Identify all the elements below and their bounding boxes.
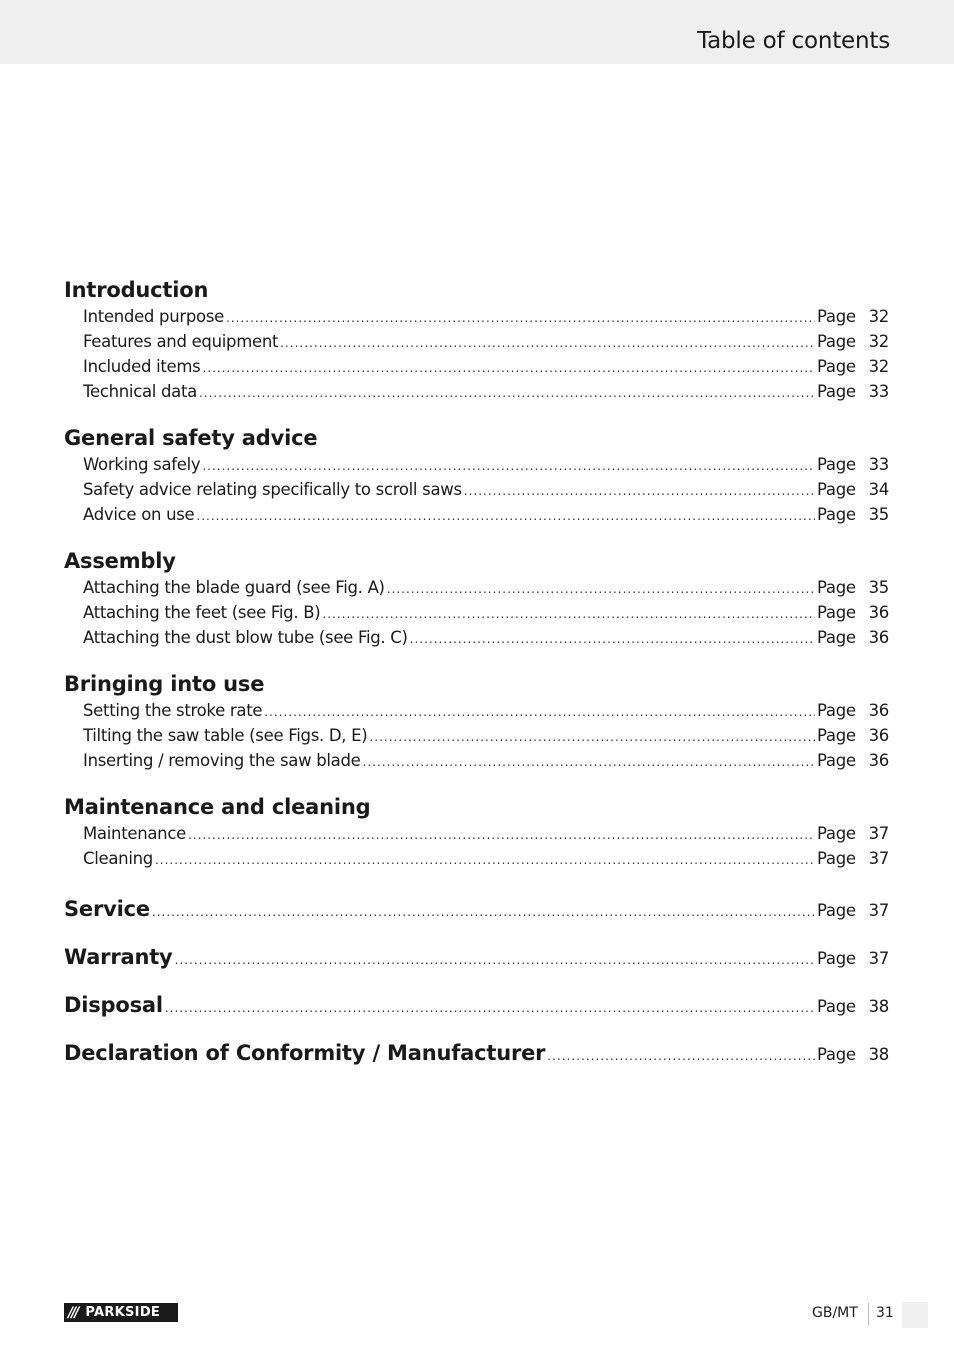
toc-main-entry[interactable] bbox=[64, 895, 889, 923]
dot-leader bbox=[547, 1042, 815, 1070]
entry-label: Working safely bbox=[83, 455, 201, 474]
entry-page-ref: Page 32 bbox=[817, 307, 889, 326]
toc-entry[interactable] bbox=[64, 354, 889, 379]
toc-entry[interactable] bbox=[64, 821, 889, 846]
entry-page-ref: Page 34 bbox=[817, 480, 889, 499]
entry-label: Attaching the blade guard (see Fig. A) bbox=[83, 578, 385, 597]
parkside-logo bbox=[64, 1303, 178, 1322]
toc-main-entry-declaration bbox=[64, 1039, 889, 1067]
entry-page-ref: Page 35 bbox=[817, 505, 889, 524]
entry-label: Setting the stroke rate bbox=[83, 701, 263, 720]
main-entry-label: Declaration of Conformity / Manufacturer bbox=[64, 1041, 546, 1065]
toc-entry[interactable] bbox=[64, 477, 889, 502]
entry-page-ref: Page 36 bbox=[817, 628, 889, 647]
toc-entry[interactable] bbox=[64, 452, 889, 477]
toc-main-entry[interactable] bbox=[64, 1039, 889, 1067]
toc-entry[interactable] bbox=[64, 723, 889, 748]
toc-entry[interactable] bbox=[64, 304, 889, 329]
dot-leader bbox=[196, 504, 815, 529]
toc-main-entry-warranty bbox=[64, 943, 889, 971]
entry-label: Attaching the feet (see Fig. B) bbox=[83, 603, 321, 622]
section-heading: Maintenance and cleaning bbox=[64, 795, 371, 819]
dot-leader bbox=[322, 602, 815, 627]
entry-label: Safety advice relating specifically to scroll saws bbox=[83, 480, 462, 499]
dot-leader bbox=[410, 627, 815, 652]
entry-page-ref: Page 36 bbox=[817, 701, 889, 720]
toc-section-maintenance-and-cleaning bbox=[64, 793, 889, 871]
entry-label: Included items bbox=[83, 357, 201, 376]
dot-leader bbox=[264, 700, 815, 725]
dot-leader bbox=[188, 823, 815, 848]
toc-entry[interactable] bbox=[64, 698, 889, 723]
entry-label: Cleaning bbox=[83, 849, 153, 868]
dot-leader bbox=[226, 306, 815, 331]
entry-label: Intended purpose bbox=[83, 307, 224, 326]
dot-leader bbox=[165, 994, 815, 1022]
dot-leader bbox=[202, 356, 815, 381]
entry-page-ref: Page 33 bbox=[817, 382, 889, 401]
entry-page-ref: Page 32 bbox=[817, 332, 889, 351]
toc-entry[interactable] bbox=[64, 575, 889, 600]
section-heading: General safety advice bbox=[64, 426, 318, 450]
dot-leader bbox=[280, 331, 815, 356]
toc-main-entry[interactable] bbox=[64, 943, 889, 971]
entry-label: Maintenance bbox=[83, 824, 186, 843]
toc-main-entry-disposal bbox=[64, 991, 889, 1019]
page-title: Table of contents bbox=[697, 28, 890, 54]
toc-entry[interactable] bbox=[64, 502, 889, 527]
toc-entry[interactable] bbox=[64, 625, 889, 650]
dot-leader bbox=[464, 479, 815, 504]
section-heading: Introduction bbox=[64, 278, 209, 302]
entry-page-ref: Page 37 bbox=[817, 901, 889, 920]
entry-page-ref: Page 33 bbox=[817, 455, 889, 474]
toc-main-entry[interactable] bbox=[64, 991, 889, 1019]
entry-page-ref: Page 36 bbox=[817, 751, 889, 770]
main-entry-label: Disposal bbox=[64, 993, 163, 1017]
toc-entry[interactable] bbox=[64, 748, 889, 773]
toc-entry[interactable] bbox=[64, 329, 889, 354]
dot-leader bbox=[175, 946, 815, 974]
toc-entry[interactable] bbox=[64, 600, 889, 625]
footer-tab-marker bbox=[902, 1302, 928, 1328]
toc-section-assembly bbox=[64, 547, 889, 650]
entry-label: Tilting the saw table (see Figs. D, E) bbox=[83, 726, 368, 745]
dot-leader bbox=[387, 577, 815, 602]
entry-page-ref: Page 38 bbox=[817, 1045, 889, 1064]
entry-page-ref: Page 32 bbox=[817, 357, 889, 376]
entry-page-ref: Page 37 bbox=[817, 849, 889, 868]
entry-page-ref: Page 37 bbox=[817, 824, 889, 843]
entry-page-ref: Page 36 bbox=[817, 726, 889, 745]
main-entry-label: Service bbox=[64, 897, 150, 921]
table-of-contents bbox=[64, 276, 889, 1067]
dot-leader bbox=[363, 750, 815, 775]
section-heading: Bringing into use bbox=[64, 672, 265, 696]
footer-page-number: 31 bbox=[876, 1305, 894, 1321]
logo-brand: PARKSIDE bbox=[85, 1305, 161, 1320]
toc-entry[interactable] bbox=[64, 379, 889, 404]
footer-language-code: GB/MT bbox=[812, 1305, 858, 1321]
toc-section-bringing-into-use bbox=[64, 670, 889, 773]
dot-leader bbox=[369, 725, 815, 750]
toc-entry[interactable] bbox=[64, 846, 889, 871]
dot-leader bbox=[155, 848, 815, 873]
entry-label: Features and equipment bbox=[83, 332, 279, 351]
footer-divider bbox=[868, 1303, 869, 1325]
main-entry-label: Warranty bbox=[64, 945, 173, 969]
dot-leader bbox=[202, 454, 815, 479]
entry-label: Inserting / removing the saw blade bbox=[83, 751, 361, 770]
dot-leader bbox=[199, 381, 815, 406]
entry-page-ref: Page 35 bbox=[817, 578, 889, 597]
logo-slashes: /// bbox=[68, 1304, 78, 1321]
entry-label: Advice on use bbox=[83, 505, 195, 524]
entry-label: Attaching the dust blow tube (see Fig. C) bbox=[83, 628, 408, 647]
dot-leader bbox=[152, 898, 815, 926]
toc-section-introduction bbox=[64, 276, 889, 404]
section-heading: Assembly bbox=[64, 549, 176, 573]
entry-page-ref: Page 36 bbox=[817, 603, 889, 622]
toc-section-general-safety-advice bbox=[64, 424, 889, 527]
entry-page-ref: Page 37 bbox=[817, 949, 889, 968]
entry-page-ref: Page 38 bbox=[817, 997, 889, 1016]
toc-main-entry-service bbox=[64, 895, 889, 923]
entry-label: Technical data bbox=[83, 382, 197, 401]
